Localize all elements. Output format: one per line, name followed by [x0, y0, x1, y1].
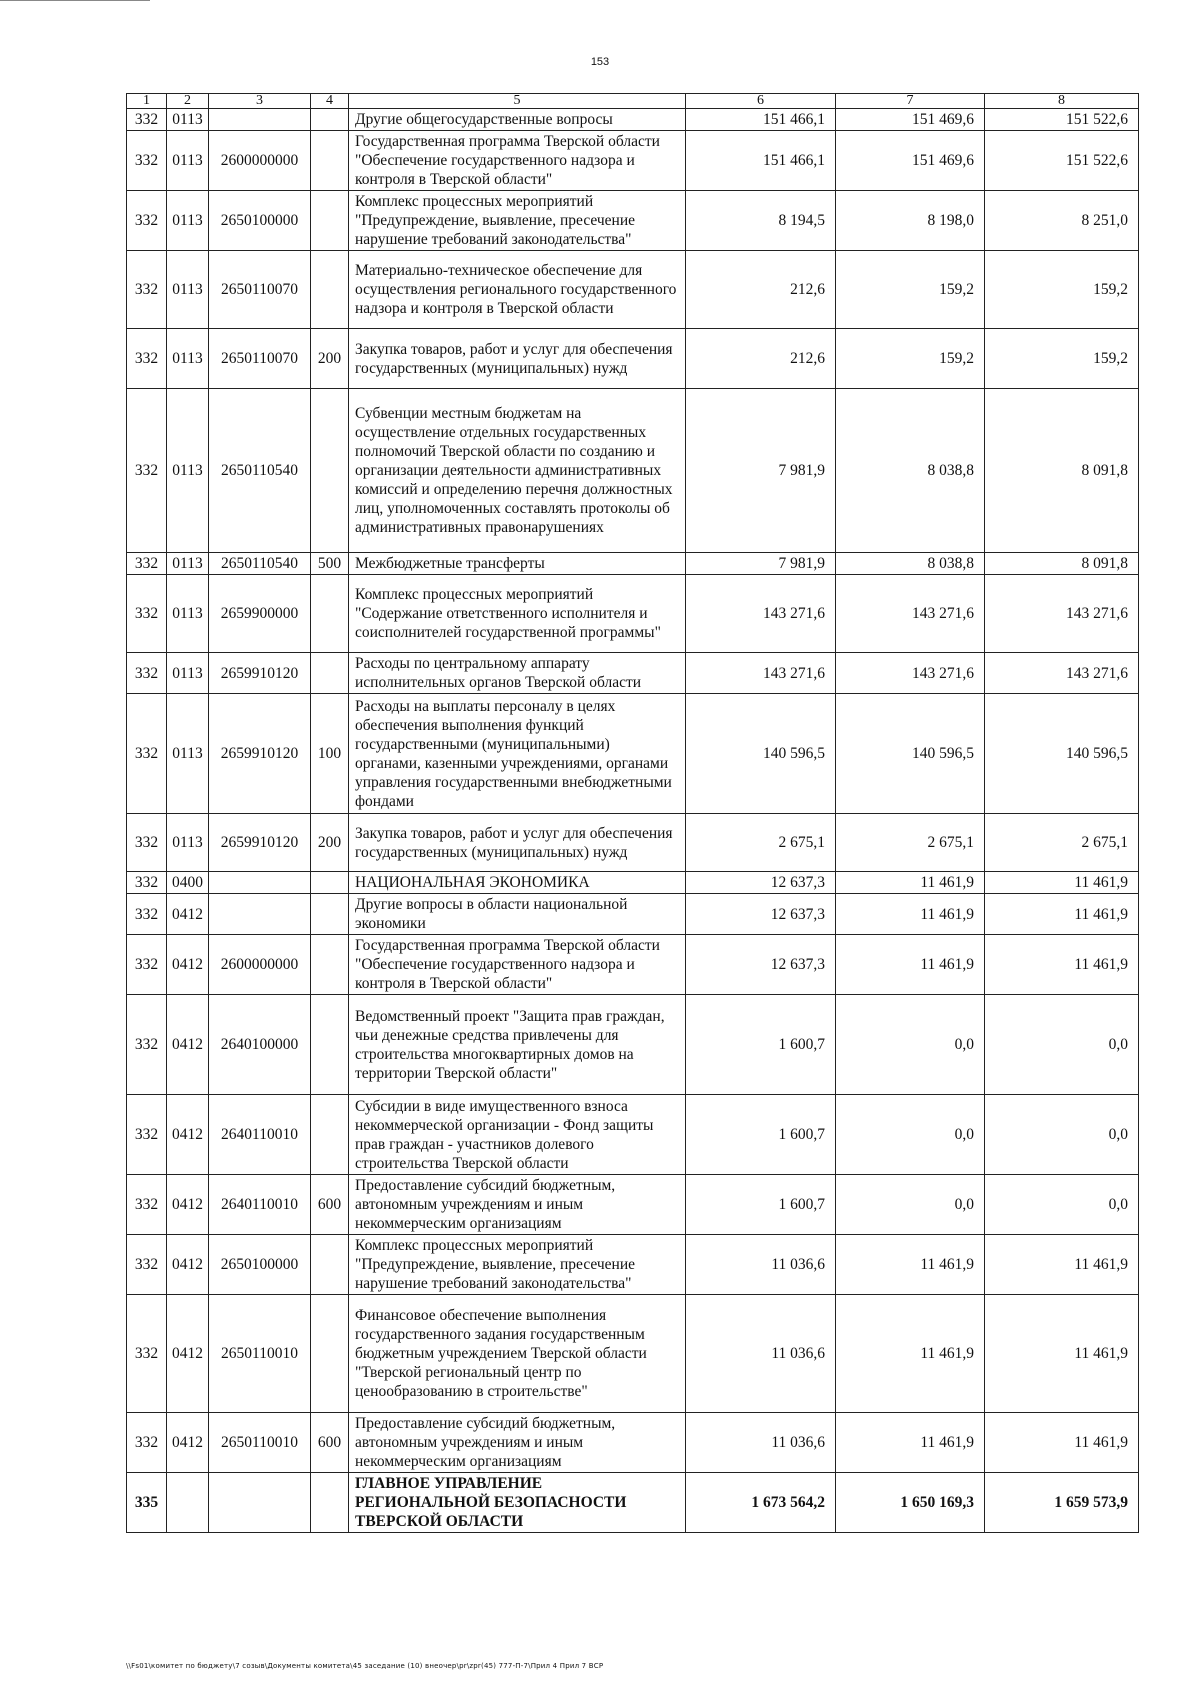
amount-col8-cell: 8 091,8 [985, 553, 1139, 575]
target-article-cell: 2600000000 [209, 935, 311, 995]
amount-col6-cell: 151 466,1 [686, 131, 836, 191]
gradm-code-cell: 332 [127, 389, 167, 553]
target-article-cell: 2650110540 [209, 389, 311, 553]
amount-col6-cell: 2 675,1 [686, 814, 836, 872]
amount-col6-cell: 8 194,5 [686, 191, 836, 251]
expense-type-cell [311, 575, 349, 653]
gradm-code-cell: 332 [127, 131, 167, 191]
amount-col7-cell: 8 038,8 [836, 553, 985, 575]
amount-col8-cell: 11 461,9 [985, 1235, 1139, 1295]
amount-col6-cell: 143 271,6 [686, 575, 836, 653]
description-cell: Межбюджетные трансферты [349, 553, 686, 575]
gradm-code-cell: 332 [127, 553, 167, 575]
amount-col7-cell: 8 038,8 [836, 389, 985, 553]
table-row [127, 1235, 1139, 1295]
amount-col6-cell: 1 600,7 [686, 1175, 836, 1235]
amount-col6-cell: 12 637,3 [686, 894, 836, 935]
description-cell: Ведомственный проект "Защита прав граждан, чьи денежные средства привлечены для строительства многоквартирных домов на территории Тверской области" [349, 995, 686, 1095]
amount-col8-cell: 11 461,9 [985, 894, 1139, 935]
section-code-cell: 0412 [167, 1295, 209, 1413]
target-article-cell [209, 872, 311, 894]
amount-col7-cell: 11 461,9 [836, 894, 985, 935]
header-cell: 4 [311, 94, 349, 109]
gradm-code-cell: 332 [127, 1175, 167, 1235]
description-cell: Комплекс процессных мероприятий "Предупреждение, выявление, пресечение нарушение требований законодательства" [349, 191, 686, 251]
table-row [127, 935, 1139, 995]
amount-col7-cell: 11 461,9 [836, 872, 985, 894]
expense-type-cell [311, 995, 349, 1095]
target-article-cell: 2640110010 [209, 1095, 311, 1175]
target-article-cell: 2659910120 [209, 653, 311, 694]
target-article-cell: 2650110070 [209, 329, 311, 389]
amount-col8-cell: 151 522,6 [985, 131, 1139, 191]
table-row [127, 872, 1139, 894]
amount-col8-cell: 151 522,6 [985, 109, 1139, 131]
section-code-cell: 0113 [167, 553, 209, 575]
description-cell: Материально-техническое обеспечение для осуществления регионального государственного надзора и контроля в Тверской области [349, 251, 686, 329]
header-cell: 6 [686, 94, 836, 109]
table-row [127, 894, 1139, 935]
section-code-cell: 0113 [167, 109, 209, 131]
expense-type-cell [311, 894, 349, 935]
table-row [127, 131, 1139, 191]
amount-col6-cell: 1 600,7 [686, 1095, 836, 1175]
amount-col8-cell: 159,2 [985, 251, 1139, 329]
amount-col7-cell: 1 650 169,3 [836, 1473, 985, 1533]
section-code-cell: 0113 [167, 251, 209, 329]
amount-col6-cell: 11 036,6 [686, 1295, 836, 1413]
table-row [127, 1095, 1139, 1175]
target-article-cell [209, 109, 311, 131]
table-row [127, 389, 1139, 553]
amount-col8-cell: 8 251,0 [985, 191, 1139, 251]
section-code-cell: 0412 [167, 935, 209, 995]
amount-col7-cell: 0,0 [836, 1175, 985, 1235]
section-code-cell: 0113 [167, 389, 209, 553]
target-article-cell: 2650100000 [209, 191, 311, 251]
description-cell: Расходы по центральному аппарату исполнительных органов Тверской области [349, 653, 686, 694]
table-row [127, 995, 1139, 1095]
header-cell: 8 [985, 94, 1139, 109]
target-article-cell: 2640110010 [209, 1175, 311, 1235]
description-cell: Субсидии в виде имущественного взноса некоммерческой организации - Фонд защиты прав граждан - участников долевого строительства Тверской области [349, 1095, 686, 1175]
header-cell: 2 [167, 94, 209, 109]
header-cell: 1 [127, 94, 167, 109]
target-article-cell: 2650110070 [209, 251, 311, 329]
table-header-row [127, 94, 1139, 109]
description-cell: Расходы на выплаты персоналу в целях обеспечения выполнения функций государственными (муниципальными) органами, казенными учреждениями, органами управления государственными внебюджетными фондами [349, 694, 686, 814]
table-row [127, 251, 1139, 329]
description-cell: Закупка товаров, работ и услуг для обеспечения государственных (муниципальных) нужд [349, 814, 686, 872]
gradm-code-cell: 332 [127, 251, 167, 329]
target-article-cell: 2659900000 [209, 575, 311, 653]
table-row [127, 575, 1139, 653]
gradm-code-cell: 332 [127, 814, 167, 872]
amount-col8-cell: 0,0 [985, 995, 1139, 1095]
expense-type-cell [311, 1235, 349, 1295]
amount-col6-cell: 12 637,3 [686, 935, 836, 995]
section-code-cell: 0113 [167, 329, 209, 389]
description-cell: Государственная программа Тверской области "Обеспечение государственного надзора и контроля в Тверской области" [349, 935, 686, 995]
target-article-cell [209, 1473, 311, 1533]
amount-col7-cell: 143 271,6 [836, 653, 985, 694]
expense-type-cell [311, 109, 349, 131]
target-article-cell: 2650110540 [209, 553, 311, 575]
section-code-cell: 0113 [167, 191, 209, 251]
gradm-code-cell: 332 [127, 575, 167, 653]
expense-type-cell [311, 131, 349, 191]
amount-col8-cell: 143 271,6 [985, 575, 1139, 653]
amount-col7-cell: 2 675,1 [836, 814, 985, 872]
expense-type-cell [311, 1095, 349, 1175]
table-row [127, 814, 1139, 872]
gradm-code-cell: 332 [127, 109, 167, 131]
expense-type-cell: 200 [311, 329, 349, 389]
expense-type-cell: 200 [311, 814, 349, 872]
amount-col6-cell: 212,6 [686, 329, 836, 389]
target-article-cell: 2650110010 [209, 1295, 311, 1413]
amount-col8-cell: 11 461,9 [985, 935, 1139, 995]
table-row [127, 191, 1139, 251]
expense-type-cell [311, 872, 349, 894]
amount-col8-cell: 8 091,8 [985, 389, 1139, 553]
section-code-cell: 0113 [167, 814, 209, 872]
gradm-code-cell: 332 [127, 1295, 167, 1413]
expense-type-cell: 600 [311, 1175, 349, 1235]
expense-type-cell: 500 [311, 553, 349, 575]
section-code-cell: 0412 [167, 995, 209, 1095]
budget-table [126, 93, 1139, 1533]
target-article-cell: 2600000000 [209, 131, 311, 191]
scan-top-line [0, 0, 150, 1]
amount-col8-cell: 159,2 [985, 329, 1139, 389]
gradm-code-cell: 332 [127, 872, 167, 894]
table-row [127, 1295, 1139, 1413]
amount-col6-cell: 7 981,9 [686, 553, 836, 575]
amount-col7-cell: 11 461,9 [836, 1295, 985, 1413]
description-cell: Финансовое обеспечение выполнения государственного задания государственным бюджетным учреждением Тверской области "Тверской региональный центр по ценообразованию в строительстве" [349, 1295, 686, 1413]
section-code-cell: 0412 [167, 894, 209, 935]
amount-col8-cell: 2 675,1 [985, 814, 1139, 872]
gradm-code-cell: 332 [127, 935, 167, 995]
section-code-cell: 0400 [167, 872, 209, 894]
amount-col7-cell: 159,2 [836, 251, 985, 329]
table-row [127, 1175, 1139, 1235]
gradm-code-cell: 332 [127, 1235, 167, 1295]
amount-col7-cell: 151 469,6 [836, 131, 985, 191]
description-cell: Закупка товаров, работ и услуг для обеспечения государственных (муниципальных) нужд [349, 329, 686, 389]
amount-col7-cell: 11 461,9 [836, 935, 985, 995]
header-cell: 7 [836, 94, 985, 109]
table-row [127, 329, 1139, 389]
amount-col8-cell: 0,0 [985, 1175, 1139, 1235]
amount-col6-cell: 151 466,1 [686, 109, 836, 131]
description-cell: Предоставление субсидий бюджетным, автономным учреждениям и иным некоммерческим организациям [349, 1175, 686, 1235]
amount-col7-cell: 151 469,6 [836, 109, 985, 131]
amount-col6-cell: 1 600,7 [686, 995, 836, 1095]
target-article-cell: 2640100000 [209, 995, 311, 1095]
amount-col8-cell: 0,0 [985, 1095, 1139, 1175]
section-code-cell: 0412 [167, 1413, 209, 1473]
gradm-code-cell: 332 [127, 191, 167, 251]
target-article-cell: 2659910120 [209, 814, 311, 872]
expense-type-cell [311, 1295, 349, 1413]
header-cell: 3 [209, 94, 311, 109]
amount-col6-cell: 212,6 [686, 251, 836, 329]
target-article-cell [209, 894, 311, 935]
gradm-code-cell: 332 [127, 329, 167, 389]
gradm-code-cell: 332 [127, 894, 167, 935]
expense-type-cell [311, 191, 349, 251]
amount-col7-cell: 143 271,6 [836, 575, 985, 653]
expense-type-cell: 100 [311, 694, 349, 814]
table-row [127, 1473, 1139, 1533]
table-row [127, 109, 1139, 131]
amount-col6-cell: 11 036,6 [686, 1413, 836, 1473]
expense-type-cell [311, 389, 349, 553]
amount-col8-cell: 11 461,9 [985, 1295, 1139, 1413]
target-article-cell: 2650110010 [209, 1413, 311, 1473]
file-path-footer: \\Fs01\комитет по бюджету\7 созыв\Документы комитета\45 заседание (10) внеочер\pr\zpr(45) 777-П-7\Прил 4 Прил 7 ВСР [126, 1662, 604, 1670]
gradm-code-cell: 335 [127, 1473, 167, 1533]
expense-type-cell [311, 251, 349, 329]
amount-col7-cell: 11 461,9 [836, 1413, 985, 1473]
amount-col6-cell: 7 981,9 [686, 389, 836, 553]
table-row [127, 694, 1139, 814]
description-cell: Комплекс процессных мероприятий "Содержание ответственного исполнителя и соисполнителей государственной программы" [349, 575, 686, 653]
section-code-cell: 0412 [167, 1175, 209, 1235]
description-cell: Другие общегосударственные вопросы [349, 109, 686, 131]
expense-type-cell: 600 [311, 1413, 349, 1473]
gradm-code-cell: 332 [127, 1095, 167, 1175]
expense-type-cell [311, 1473, 349, 1533]
section-code-cell [167, 1473, 209, 1533]
description-cell: НАЦИОНАЛЬНАЯ ЭКОНОМИКА [349, 872, 686, 894]
section-code-cell: 0113 [167, 575, 209, 653]
expense-type-cell [311, 935, 349, 995]
amount-col7-cell: 11 461,9 [836, 1235, 985, 1295]
expense-type-cell [311, 653, 349, 694]
amount-col6-cell: 143 271,6 [686, 653, 836, 694]
header-cell: 5 [349, 94, 686, 109]
amount-col6-cell: 1 673 564,2 [686, 1473, 836, 1533]
description-cell: Другие вопросы в области национальной экономики [349, 894, 686, 935]
description-cell: ГЛАВНОЕ УПРАВЛЕНИЕ РЕГИОНАЛЬНОЙ БЕЗОПАСНОСТИ ТВЕРСКОЙ ОБЛАСТИ [349, 1473, 686, 1533]
section-code-cell: 0412 [167, 1095, 209, 1175]
section-code-cell: 0113 [167, 694, 209, 814]
amount-col8-cell: 140 596,5 [985, 694, 1139, 814]
description-cell: Предоставление субсидий бюджетным, автономным учреждениям и иным некоммерческим организациям [349, 1413, 686, 1473]
amount-col7-cell: 140 596,5 [836, 694, 985, 814]
table-row [127, 553, 1139, 575]
description-cell: Субвенции местным бюджетам на осуществление отдельных государственных полномочий Тверской области по созданию и организации деятельности административных комиссий и определению перечня должностных лиц, уполномоченных составлять протоколы об административных правонарушениях [349, 389, 686, 553]
section-code-cell: 0412 [167, 1235, 209, 1295]
description-cell: Комплекс процессных мероприятий "Предупреждение, выявление, пресечение нарушение требований законодательства" [349, 1235, 686, 1295]
amount-col7-cell: 159,2 [836, 329, 985, 389]
table-row [127, 653, 1139, 694]
amount-col8-cell: 1 659 573,9 [985, 1473, 1139, 1533]
amount-col8-cell: 11 461,9 [985, 1413, 1139, 1473]
gradm-code-cell: 332 [127, 653, 167, 694]
amount-col7-cell: 0,0 [836, 1095, 985, 1175]
table-row [127, 1413, 1139, 1473]
amount-col6-cell: 140 596,5 [686, 694, 836, 814]
target-article-cell: 2659910120 [209, 694, 311, 814]
description-cell: Государственная программа Тверской области "Обеспечение государственного надзора и контроля в Тверской области" [349, 131, 686, 191]
target-article-cell: 2650100000 [209, 1235, 311, 1295]
amount-col7-cell: 0,0 [836, 995, 985, 1095]
section-code-cell: 0113 [167, 653, 209, 694]
section-code-cell: 0113 [167, 131, 209, 191]
page-number: 153 [590, 56, 610, 68]
amount-col6-cell: 12 637,3 [686, 872, 836, 894]
amount-col6-cell: 11 036,6 [686, 1235, 836, 1295]
amount-col8-cell: 11 461,9 [985, 872, 1139, 894]
gradm-code-cell: 332 [127, 694, 167, 814]
gradm-code-cell: 332 [127, 1413, 167, 1473]
gradm-code-cell: 332 [127, 995, 167, 1095]
amount-col7-cell: 8 198,0 [836, 191, 985, 251]
amount-col8-cell: 143 271,6 [985, 653, 1139, 694]
